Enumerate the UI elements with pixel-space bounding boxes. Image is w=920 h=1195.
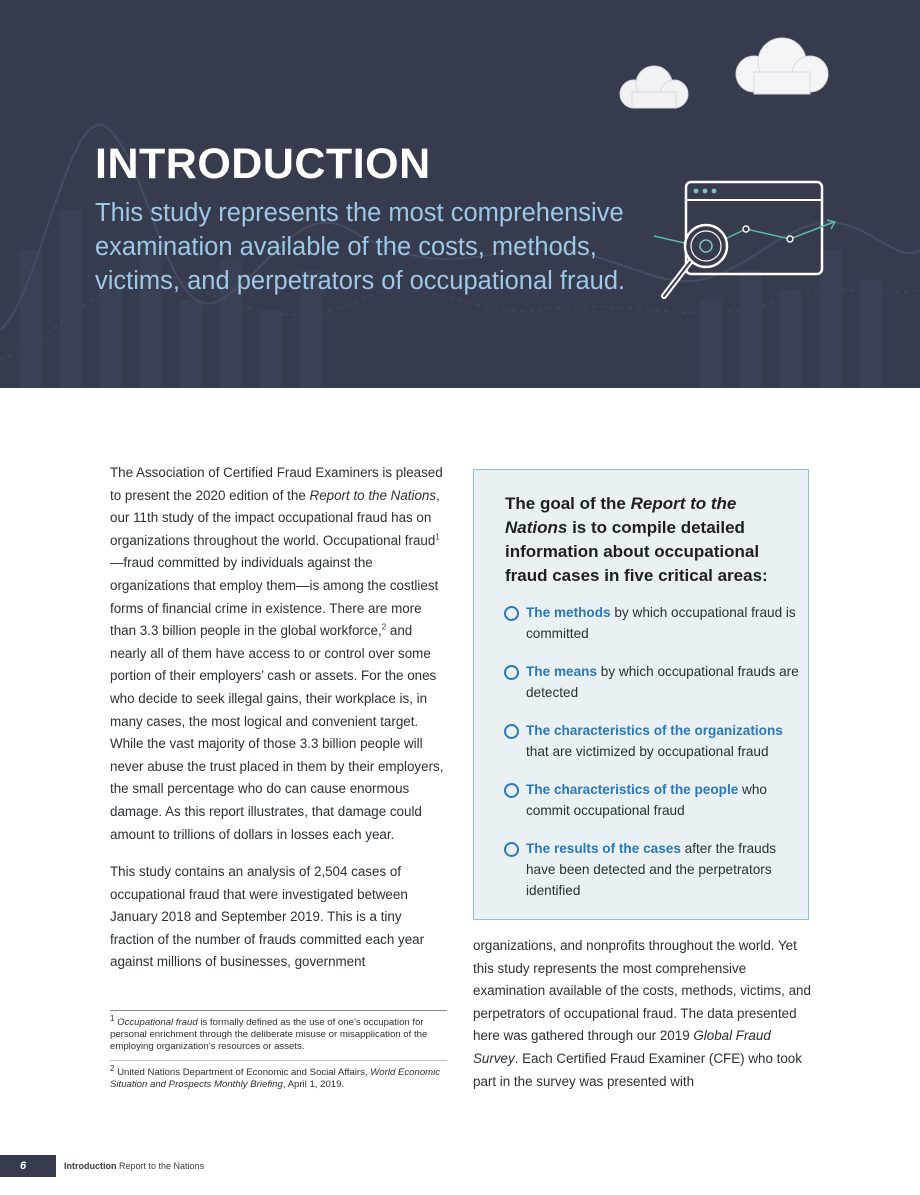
goal-callout-box xyxy=(473,469,809,920)
list-item: The characteristics of the people who commit occupational fraud xyxy=(504,779,804,821)
body-column-left xyxy=(110,462,448,989)
cloud-icon xyxy=(612,62,696,112)
footnote-1: $^1$ Occupational fraud is formally defined as the use of one’s occupation for personal enrichment through the deliberate misuse or misapplication of the employing organization’s resources or assets. xyxy=(110,1017,447,1061)
magnifying-glass-icon xyxy=(664,225,727,296)
browser-window-icon xyxy=(650,178,850,308)
list-item: The means by which occupational frauds are detected xyxy=(504,661,804,703)
footnote-ref-1: 1 xyxy=(435,532,440,542)
page-subtitle: This study represents the most comprehensive examination available of the costs, methods, victims, and perpetrators of occupational fraud. xyxy=(95,199,626,295)
footnote-2: $^2$ United Nations Department of Economic and Social Affairs, World Economic Situation and Prospects Monthly Briefing, April 1, 2019. xyxy=(110,1063,441,1090)
hero-banner xyxy=(0,0,920,388)
goal-heading: The goal of the Report to the Nations is to compile detailed information about occupational fraud cases in five critical areas: xyxy=(505,494,768,585)
cloud-icon xyxy=(728,36,836,98)
page-title: INTRODUCTION xyxy=(95,140,431,188)
running-footer: Introduction Report to the Nations xyxy=(64,1161,205,1171)
list-item: The characteristics of the organizations that are victimized by occupational fraud xyxy=(504,720,804,762)
footnotes xyxy=(110,1010,447,1103)
study-paragraph: This study contains an analysis of 2,504 cases of occupational fraud that were investigated between January 2018 and September 2019. This is a tiny fraction of the number of frauds committed each year against millions of businesses, government xyxy=(110,864,425,970)
circle-bullet-icon xyxy=(504,783,519,798)
report-title-italic: Report to the Nations xyxy=(309,487,437,503)
circle-bullet-icon xyxy=(504,606,519,621)
circle-bullet-icon xyxy=(504,665,519,680)
page-number: 6 xyxy=(0,1155,56,1177)
footnote-ref-2: 2 xyxy=(381,622,387,632)
body-column-right xyxy=(473,935,813,1093)
intro-paragraph: The Association of Certified Fraud Examiners is pleased to present the 2020 edition of the Report to the Nations, our 11th study of the impact occupational fraud has on organizations throughout the world. Occupational fraud$^1$—fraud committed by individuals against the organizations that employ them—is among the costliest forms of financial crime in existence. There are more than 3.3 billion people in the global workforce,$^2$ and nearly all of them have access to or control over some portion of their employers’ cash or assets. For the ones who decide to seek illegal gains, their workplace is, in many cases, the most logical and convenient target. While the vast majority of those 3.3 billion people will never abuse the trust placed in them by their employers, the small percentage who do can cause enormous damage. As this report illustrates, that damage could amount to trillions of dollars in losses each year. xyxy=(110,465,444,842)
trend-line-icon xyxy=(654,220,835,248)
list-item: The results of the cases after the frauds have been detected and the perpetrators identified xyxy=(504,838,804,901)
survey-paragraph: organizations, and nonprofits throughout the world. Yet this study represents the most comprehensive examination available of the costs, methods, victims, and perpetrators of occupational fraud. The data presented here was gathered through our 2019 Global Fraud Survey. Each Certified Fraud Examiner (CFE) who took part in the survey was presented with xyxy=(473,938,811,1089)
goal-list xyxy=(504,602,804,918)
list-item: The methods by which occupational fraud is committed xyxy=(504,602,804,644)
circle-bullet-icon xyxy=(504,842,519,857)
circle-bullet-icon xyxy=(504,724,519,739)
